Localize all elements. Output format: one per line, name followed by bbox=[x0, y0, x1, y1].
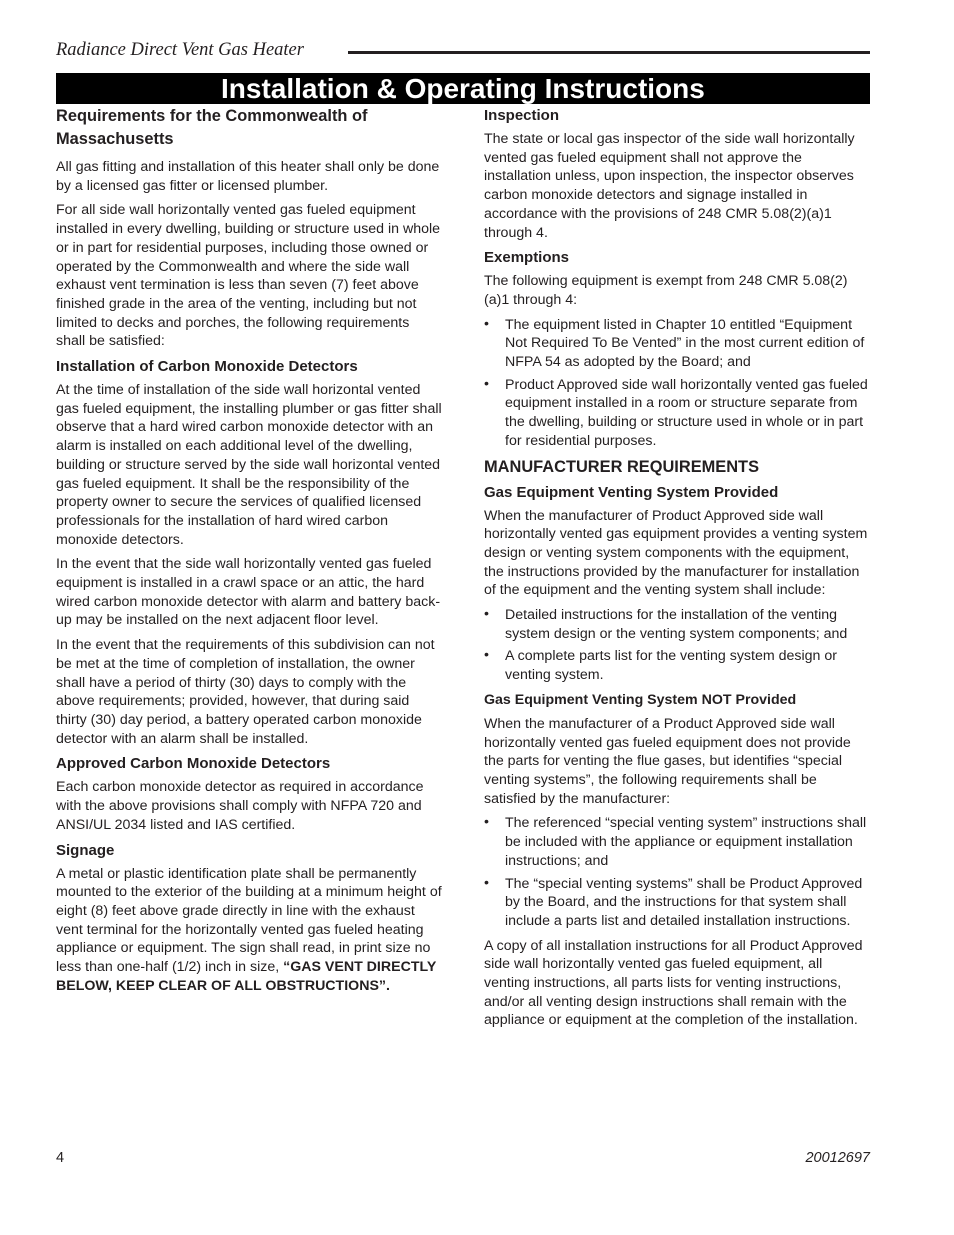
signage-paragraph bbox=[56, 865, 442, 996]
signage-warning-text: “GAS VENT DIRECTLY BELOW, KEEP CLEAR OF ALL OBSTRUCTIONS”. bbox=[56, 959, 437, 994]
inspection-heading: Inspection bbox=[484, 107, 560, 124]
exemptions-list bbox=[484, 316, 872, 451]
page-number: 4 bbox=[56, 1150, 65, 1166]
instructions-copy-paragraph: A copy of all installation instructions for all Product Approved side wall horizontally vented gas fueled equipment, all venting instructions, all parts lists for venting instructions, and/or all venting design instructions shall remain with the appliance or equipment at the completion of the installation. bbox=[484, 937, 863, 1029]
signage-heading: Signage bbox=[56, 841, 115, 859]
venting-provided-paragraph: When the manufacturer of Product Approved side wall horizontally vented gas equipment provides a venting system design or venting system components with the equipment, the instructions provided by the manufacturer for installation of the equipment and the venting system shall include: bbox=[484, 507, 868, 599]
header-title: Radiance Direct Vent Gas Heater bbox=[56, 40, 304, 60]
venting-provided-heading: Gas Equipment Venting System Provided bbox=[484, 483, 779, 501]
inspection-paragraph: The state or local gas inspector of the side wall horizontally vented gas fueled equipment shall not approve the installation unless, upon inspection, the inspector observes carbon monoxide detectors and signage installed in accordance with the provisions of 248 CMR 5.08(2)(a)1 through 4. bbox=[484, 131, 855, 241]
venting-not-provided-list bbox=[484, 814, 872, 930]
approved-co-detectors-paragraph: Each carbon monoxide detector as required in accordance with the above provisions shall comply with NFPA 720 and ANSI/UL 2034 listed and IAS certified. bbox=[56, 779, 424, 833]
list-item: • A complete parts list for the venting system design or venting system. bbox=[484, 647, 872, 684]
side-wall-requirements-paragraph: For all side wall horizontally vented gas fueled equipment installed in every dwelling, building or structure used in whole or in part for residential purposes, including those owned or operated by the Commonwealth and where the side wall exhaust vent termination is less than seven (7) feet above finished grade in the area of the venting, including but not limited to decks and porches, the following requirements shall be satisfied: bbox=[56, 202, 441, 350]
co-installation-paragraph-3: In the event that the requirements of this subdivision can not be met at the time of completion of installation, the owner shall have a period of thirty (30) days to comply with the above requirements; provided, however, that during said thirty (30) day period, a battery operated carbon monoxide detector with an alarm shall be installed. bbox=[56, 637, 435, 747]
list-item: • The referenced “special venting system” instructions shall be included with the appliance or equipment installation instructions; and bbox=[484, 814, 872, 870]
venting-provided-list bbox=[484, 606, 872, 685]
co-installation-paragraph-2: In the event that the side wall horizontally vented gas fueled equipment is installed in a crawl space or an attic, the hard wired carbon monoxide detector with alarm and battery back-up may be installed on the next adjacent floor level. bbox=[56, 556, 441, 629]
list-item: • Detailed instructions for the installation of the venting system design or the venting system components; and bbox=[484, 606, 872, 643]
exemptions-heading: Exemptions bbox=[484, 249, 570, 267]
signage-text: A metal or plastic identification plate shall be permanently mounted to the exterior of the building at a minimum height of eight (8) feet above grade directly in line with the exhaust vent terminal for the horizontally vented gas fueled heating appliance or equipment. The sign shall read, in print size no less than one-half (1/2) inch in size, bbox=[56, 865, 442, 976]
right-column bbox=[484, 106, 872, 1036]
list-item: • Product Approved side wall horizontally vented gas fueled equipment installed in a room or structure separate from the dwelling, building or structure used in whole or in part for residential purposes. bbox=[484, 376, 872, 451]
header-rule bbox=[348, 51, 870, 54]
document-number: 20012697 bbox=[805, 1150, 870, 1166]
list-item: • The “special venting systems” shall be Product Approved by the Board, and the instructions for that system shall include a parts list and detailed installation instructions. bbox=[484, 875, 872, 931]
exemptions-paragraph: The following equipment is exempt from 248 CMR 5.08(2)(a)1 through 4: bbox=[484, 273, 848, 308]
massachusetts-heading: Requirements for the Commonwealth of Massachusetts bbox=[56, 107, 368, 148]
co-installation-paragraph-1: At the time of installation of the side wall horizontal vented gas fueled equipment, the installing plumber or gas fitter shall observe that a hard wired carbon monoxide detector with an alarm is installed on each additional level of the dwelling, building or structure served by the side wall horizontal vented gas fueled equipment. It shall be the responsibility of the property owner to secure the services of qualified licensed professionals for the installation of hard wired carbon monoxide detectors. bbox=[56, 382, 442, 548]
licensed-fitter-paragraph: All gas fitting and installation of this heater shall only be done by a licensed gas fitter or licensed plumber. bbox=[56, 159, 440, 194]
approved-co-detectors-heading: Approved Carbon Monoxide Detectors bbox=[56, 755, 331, 773]
venting-not-provided-heading: Gas Equipment Venting System NOT Provided bbox=[484, 691, 797, 708]
running-header bbox=[56, 40, 870, 62]
manufacturer-requirements-heading: MANUFACTURER REQUIREMENTS bbox=[484, 457, 759, 476]
list-item: • The equipment listed in Chapter 10 entitled “Equipment Not Required To Be Vented” in the most current edition of NFPA 54 as adopted by the Board; and bbox=[484, 316, 872, 372]
venting-not-provided-paragraph: When the manufacturer of a Product Approved side wall horizontally vented gas fueled equipment does not provide the parts for venting the flue gases, but identifies “special venting systems”, the following requirements shall be satisfied by the manufacturer: bbox=[484, 715, 851, 807]
co-detector-installation-heading: Installation of Carbon Monoxide Detectors bbox=[56, 358, 358, 376]
section-banner: Installation & Operating Instructions bbox=[56, 73, 870, 104]
left-column bbox=[56, 105, 442, 1001]
